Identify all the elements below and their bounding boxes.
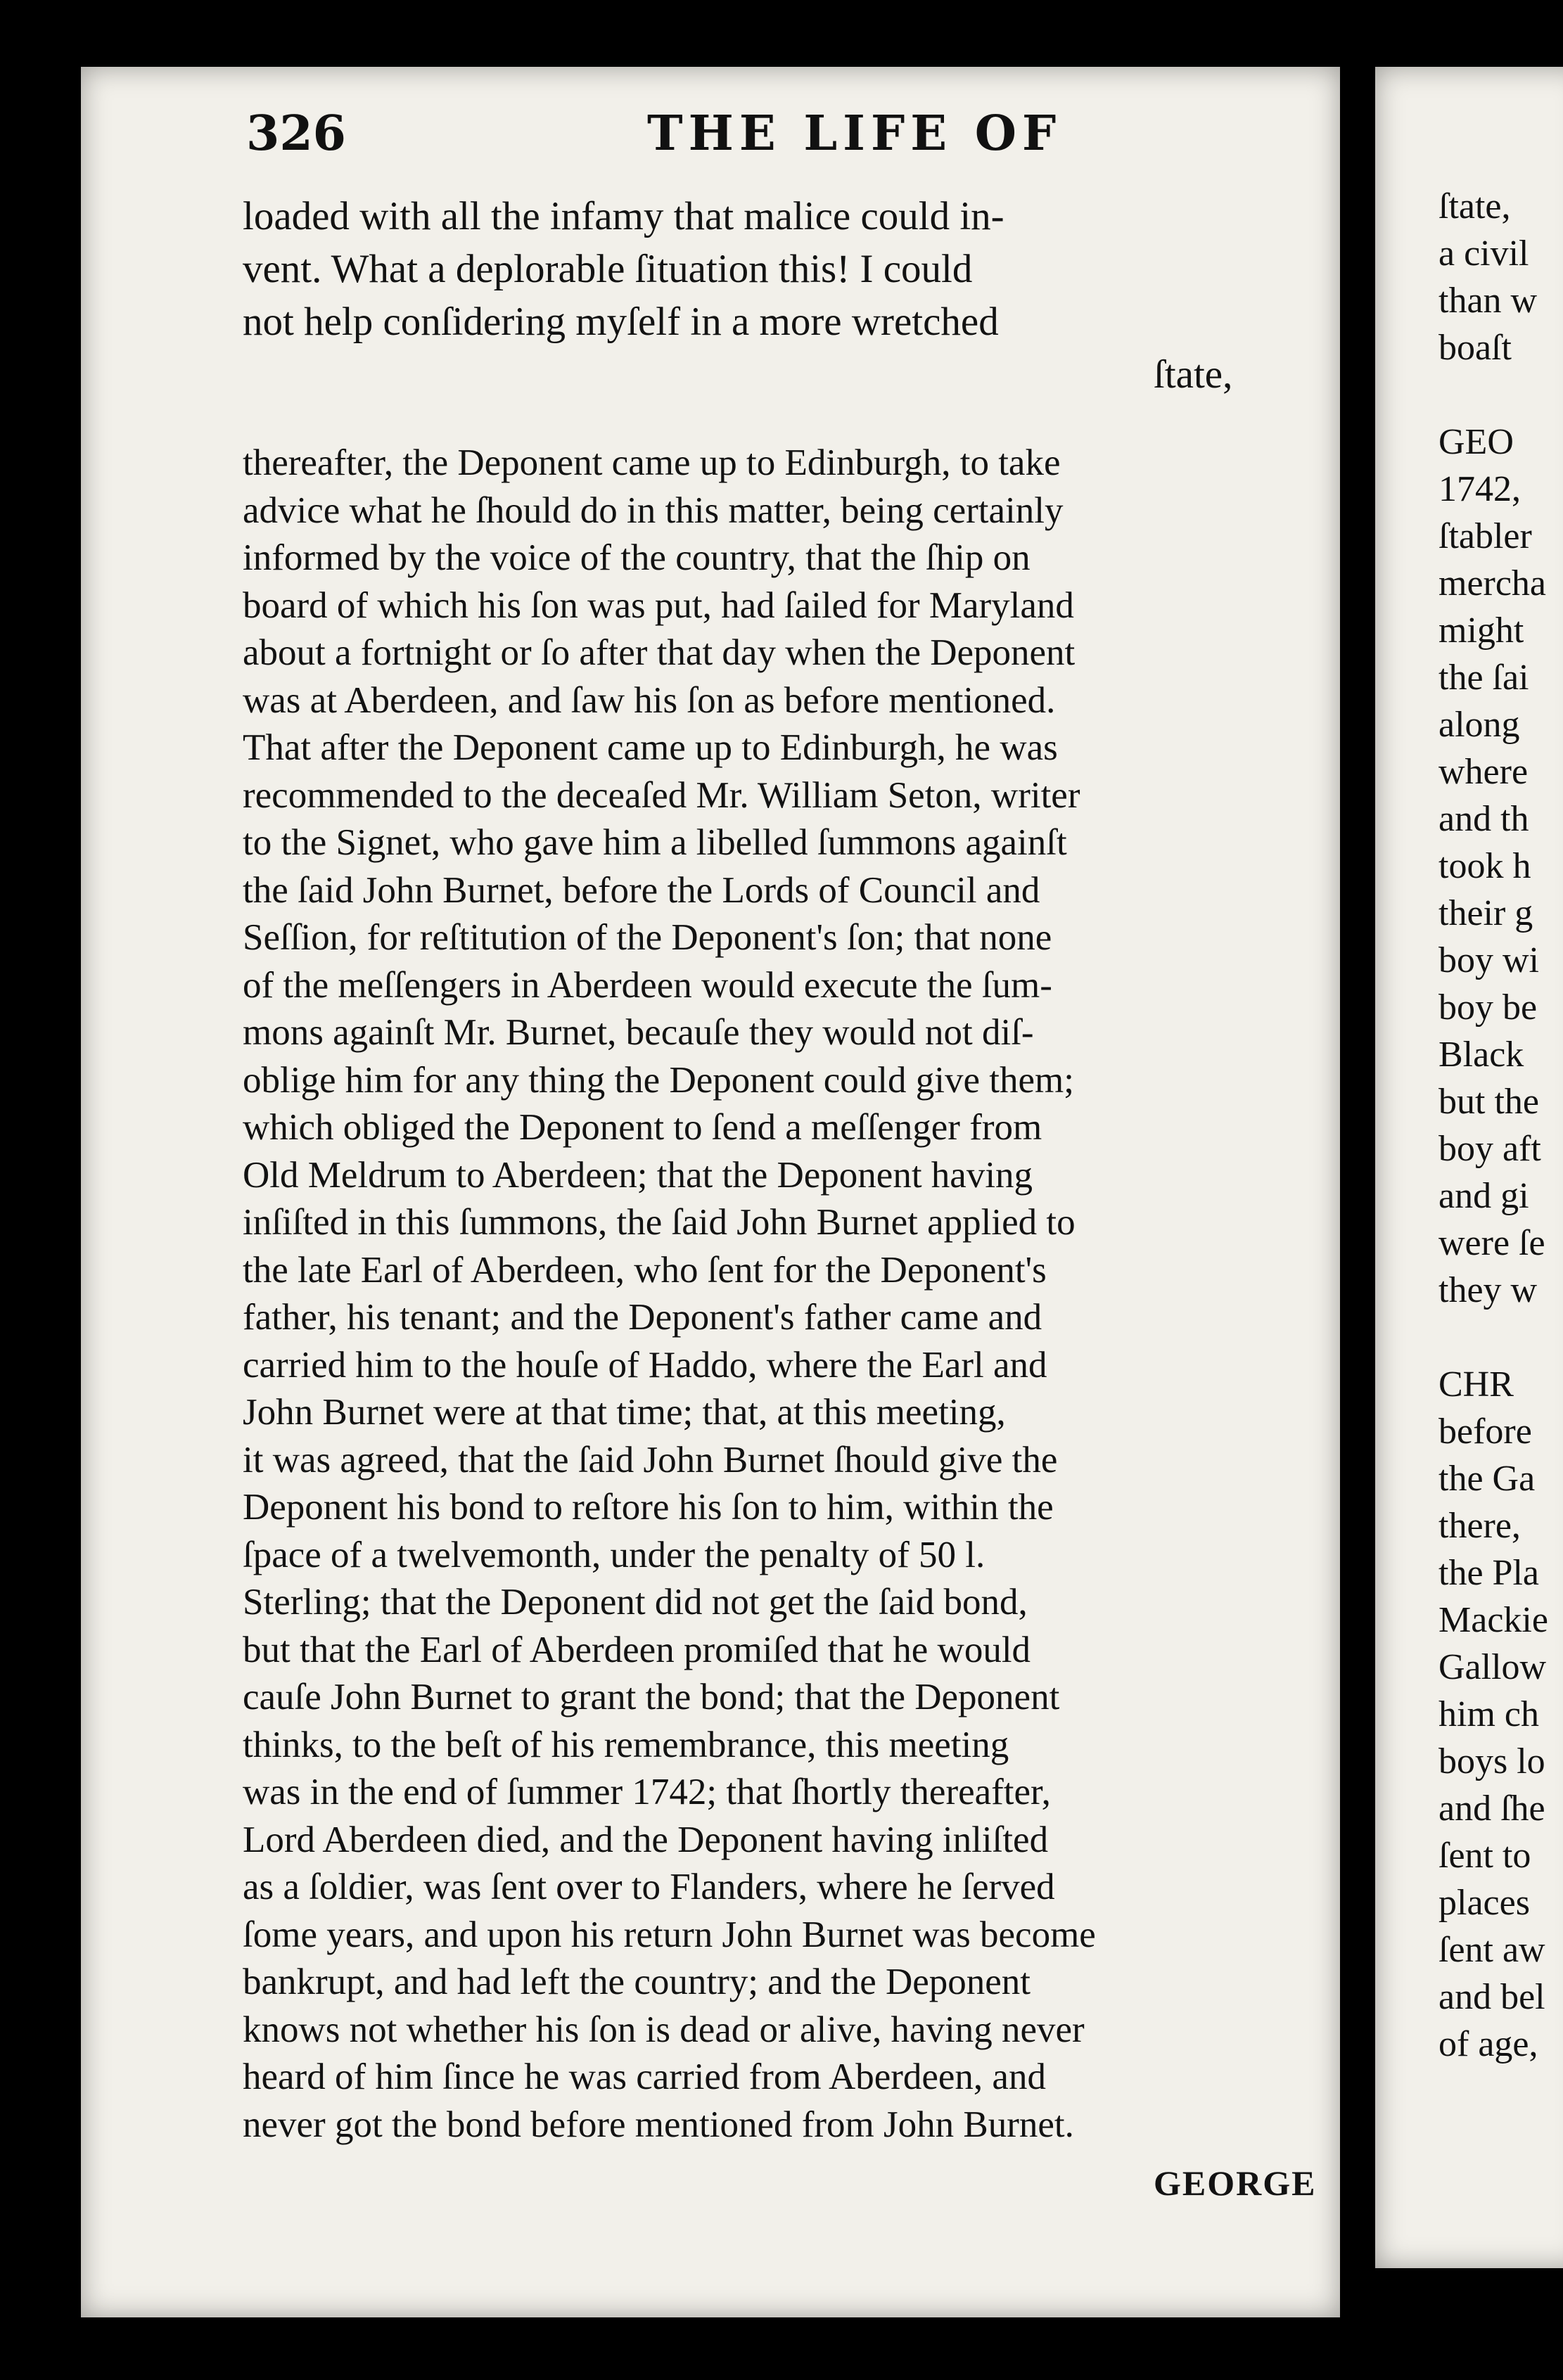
text-line: which obliged the Deponent to ſend a meſſenger from bbox=[243, 1107, 1042, 1148]
text-line: the late Earl of Aberdeen, who ſent for the Deponent's bbox=[243, 1249, 1047, 1291]
text-line: Gallow bbox=[1438, 1647, 1547, 1687]
text-line: was at Aberdeen, and ſaw his ſon as before mentioned. bbox=[243, 679, 1056, 721]
text-line: inſiſted in this ſummons, the ſaid John Burnet applied to bbox=[243, 1202, 1076, 1243]
text-line: a civil bbox=[1438, 233, 1529, 274]
text-line: and ſhe bbox=[1438, 1789, 1545, 1829]
text-line: thereafter, the Deponent came up to Edinburgh, to take bbox=[243, 442, 1061, 483]
text-line: it was agreed, that the ſaid John Burnet ſhould give the bbox=[243, 1439, 1058, 1480]
text-line: ſtate, bbox=[1438, 186, 1511, 226]
catchword: ſtate, bbox=[1154, 352, 1233, 397]
facing-page-text bbox=[1438, 183, 1563, 2068]
text-line: the Ga bbox=[1438, 1459, 1536, 1499]
text-line: 1742, bbox=[1438, 469, 1521, 509]
text-line: vent. What a deplorable ſituation this! I could bbox=[243, 247, 973, 291]
text-line: John Burnet were at that time; that, at this meeting, bbox=[243, 1392, 1006, 1433]
text-line: as a ſoldier, was ſent over to Flanders, where he ſerved bbox=[243, 1867, 1055, 1907]
text-line: the Pla bbox=[1438, 1553, 1539, 1593]
text-line: the ſai bbox=[1438, 658, 1529, 698]
text-line: might bbox=[1438, 610, 1524, 651]
text-line: not help conſidering myſelf in a more wretched bbox=[243, 300, 999, 344]
text-line: bankrupt, and had left the country; and the Deponent bbox=[243, 1962, 1031, 2002]
text-line: ſpace of a twelvemonth, under the penalty of 50 l. bbox=[243, 1534, 985, 1575]
text-line: Seſſion, for reſtitution of the Deponent's ſon; that none bbox=[243, 917, 1052, 958]
text-line: cauſe John Burnet to grant the bond; that the Deponent bbox=[243, 1677, 1060, 1717]
page-header bbox=[162, 105, 1315, 183]
text-line: mercha bbox=[1438, 563, 1547, 603]
text-line: but that the Earl of Aberdeen promiſed that he would bbox=[243, 1629, 1031, 1670]
text-line: took h bbox=[1438, 846, 1531, 886]
text-line: carried him to the houſe of Haddo, where the Earl and bbox=[243, 1344, 1047, 1386]
text-line: boaſt bbox=[1438, 328, 1512, 368]
running-title: THE LIFE OF bbox=[647, 105, 1062, 162]
text-line: ſtabler bbox=[1438, 516, 1532, 556]
text-line: of age, bbox=[1438, 2024, 1538, 2064]
text-line: Deponent his bond to reſtore his ſon to him, within the bbox=[243, 1487, 1054, 1528]
text-line: thinks, to the beſt of his remembrance, this meeting bbox=[243, 1724, 1009, 1765]
text-line: and th bbox=[1438, 799, 1529, 839]
text-line: there, bbox=[1438, 1506, 1521, 1546]
text-line: places bbox=[1438, 1883, 1530, 1923]
text-line: ſent to bbox=[1438, 1836, 1531, 1876]
text-line: Old Meldrum to Aberdeen; that the Deponent having bbox=[243, 1154, 1033, 1196]
text-line: mons againſt Mr. Burnet, becauſe they would not diſ- bbox=[243, 1012, 1034, 1053]
text-line: before bbox=[1438, 1412, 1532, 1452]
text-line: but the bbox=[1438, 1082, 1539, 1122]
text-line: boy be bbox=[1438, 987, 1538, 1028]
text-line: were ſe bbox=[1438, 1223, 1545, 1263]
text-line: their g bbox=[1438, 893, 1533, 933]
text-line: advice what he ſhould do in this matter, being certainly bbox=[243, 490, 1064, 531]
text-line: informed by the voice of the country, that the ſhip on bbox=[243, 537, 1031, 578]
text-line: than w bbox=[1438, 281, 1538, 321]
text-line: Sterling; that the Deponent did not get the ſaid bond, bbox=[243, 1582, 1028, 1623]
text-line: where bbox=[1438, 752, 1529, 792]
text-line: father, his tenant; and the Deponent's father came and bbox=[243, 1297, 1042, 1338]
text-line: to the Signet, who gave him a libelled ſummons againſt bbox=[243, 822, 1067, 863]
text-line: and bel bbox=[1438, 1977, 1545, 2017]
page-number: 326 bbox=[246, 105, 346, 162]
narrative-text bbox=[243, 190, 1298, 348]
text-line: loaded with all the infamy that malice could in- bbox=[243, 194, 1004, 238]
text-line: never got the bond before mentioned from John Burnet. bbox=[243, 2104, 1074, 2145]
text-line: boy wi bbox=[1438, 940, 1539, 980]
text-line: heard of him ſince he was carried from Aberdeen, and bbox=[243, 2056, 1046, 2097]
text-line: him ch bbox=[1438, 1694, 1539, 1734]
catchword: GEORGE bbox=[1154, 2163, 1317, 2203]
text-line: ſent aw bbox=[1438, 1930, 1545, 1970]
text-line: of the meſſengers in Aberdeen would execute the ſum- bbox=[243, 964, 1052, 1006]
deposition-text bbox=[243, 440, 1319, 2149]
text-line: Lord Aberdeen died, and the Deponent having inliſted bbox=[243, 1819, 1049, 1860]
text-line: boy aft bbox=[1438, 1129, 1541, 1169]
text-line: board of which his ſon was put, had ſailed for Maryland bbox=[243, 584, 1074, 626]
text-line: GEO bbox=[1438, 422, 1514, 462]
text-line: the ſaid John Burnet, before the Lords of Council and bbox=[243, 869, 1040, 911]
text-line: and gi bbox=[1438, 1176, 1529, 1216]
text-line: Mackie bbox=[1438, 1600, 1548, 1640]
text-line: they w bbox=[1438, 1270, 1538, 1310]
text-line: CHR bbox=[1438, 1364, 1514, 1405]
text-line: boys lo bbox=[1438, 1741, 1545, 1781]
text-line: recommended to the deceaſed Mr. William Seton, writer bbox=[243, 774, 1080, 816]
text-line: was in the end of ſummer 1742; that ſhortly thereafter, bbox=[243, 1772, 1051, 1812]
text-line: along bbox=[1438, 705, 1520, 745]
text-line: about a fortnight or ſo after that day when the Deponent bbox=[243, 632, 1076, 673]
text-line: ſome years, and upon his return John Burnet was become bbox=[243, 1914, 1096, 1955]
text-line: knows not whether his ſon is dead or alive, having never bbox=[243, 2009, 1085, 2050]
text-line: That after the Deponent came up to Edinburgh, he was bbox=[243, 727, 1058, 768]
text-line: Black bbox=[1438, 1035, 1524, 1075]
text-line: oblige him for any thing the Deponent could give them; bbox=[243, 1059, 1074, 1101]
